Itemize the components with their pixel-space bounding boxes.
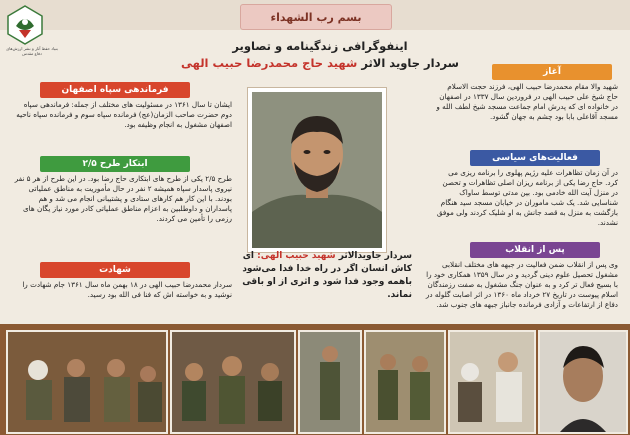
section-text-political: در آن زمان تظاهرات علیه رژیم پهلوی را برنامه ریزی می کرد. حاج رضا یکی از برنامه ریزان اصلی تظاهرات و تحصن در منزل آیت الله خادمی بود. بین مدتی توسط ساواک شناسایی شد. یک شب ماموران در خیابان مسجد سید هنگام بازگشت به منزل به قصد جانش به او شلیک کردند ولی موفق نشدند.	[436, 168, 618, 227]
gallery-photo-soldiers	[170, 330, 296, 434]
gallery-photo-youth-portrait	[538, 330, 628, 434]
gallery-photo-group	[6, 330, 168, 434]
header-banner: بسم رب الشهداء	[240, 4, 392, 30]
martyr-portrait	[248, 88, 386, 252]
quote-prefix: سردار جاویدالاثر	[338, 251, 412, 261]
martyr-quote	[236, 250, 412, 302]
title-line2-highlight: شهید حاج محمدرضا حبیب الهی	[181, 56, 358, 70]
gallery-photo-soldiers-walking	[364, 330, 446, 434]
section-label-after-revolution: پس از انقلاب	[470, 242, 600, 258]
quote-highlight: شهید حبیب الهی:	[257, 251, 336, 261]
gallery-photo-standing	[298, 330, 362, 434]
section-label-political: فعالیت‌های سیاسی	[470, 150, 600, 166]
section-text-martyrdom: سردار محمدرضا حبیب الهی در ۱۸ بهمن ماه سال ۱۳۶۱ جام شهادت را نوشید و به خواسته اش که فنا فی الله بود رسید.	[22, 280, 232, 299]
section-label-martyrdom: شهادت	[40, 262, 190, 278]
gallery-photo-cleric-family	[448, 330, 536, 434]
section-text-initiative: طرح ۲/۵ یکی از طرح های ابتکاری حاج رضا بود. در این طرح از هر ۵ نفر نیروی پاسدار سپاه همیشه ۲ نفر در حال مأموریت به مناطق عملیاتی بودند. با این کار هم کارهای ستادی و پشتیبانی انجام می شد و هم پاسداران و داوطلبین به اعزام مناطق عملیاتی کادر مورد نیاز یگان های رزمی را تأمین می کردند.	[14, 174, 232, 223]
title-line1: اینفوگرافی زندگینامه و تصاویر	[232, 39, 408, 53]
section-text-after-revolution: وی پس از انقلاب ضمن فعالیت در جبهه های مختلف انقلابی مشغول تحصیل علوم دینی گردید و در سال ۱۳۵۹ همکاری خود را با بسیج فعال تر کرد و به عنوان جنگ مشغول به صفت رزمندگان اسلام پیوست در تاریخ ۲۷ خرداد ماه ۱۳۶۰ در اثر اصابت گلوله در دفاع از ارتفاعات و آزادی فرمانده جانباز جبهه های جنوب شد.	[425, 260, 618, 309]
section-text-commander: ایشان تا سال ۱۳۶۱ در مسئولیت های مختلف از جمله: فرماندهی سپاه دوم حضرت صاحب الزمان(عج) فرمانده سپاه سوم و فرمانده سپاه ناحیه اصفهان مشغول به انجام وظیفه بود.	[16, 100, 232, 129]
main-title	[180, 38, 460, 72]
section-label-commander: فرماندهی سپاه اصفهان	[40, 82, 190, 98]
foundation-logo	[4, 4, 58, 70]
section-text-start: شهید والا مقام محمدرضا حبیب الهی، فرزند حجت الاسلام حاج شیخ علی حبیب الهی در فروردین سال ۱۳۳۷ در اصفهان در خانواده ای که پدرش امام جماعت مسجد شیخ لطف الله و مسجد آقاعلی بابا بود چشم به جهان گشود.	[436, 82, 618, 121]
section-label-start: آغاز	[492, 64, 612, 80]
section-label-initiative: ابتکار طرح ۲/۵	[40, 156, 190, 172]
title-line2	[180, 55, 460, 72]
logo-caption: بنیاد حفظ آثار و نشر ارزش‌های دفاع مقدس	[6, 46, 58, 56]
quote-text: ای کاش انسان اگر در راه خدا فدا می‌شود باهمه وجود فدا شود و اثری از او باقی نماند.	[242, 251, 412, 300]
title-line2-prefix: سردار جاوید الاثر	[361, 56, 459, 70]
